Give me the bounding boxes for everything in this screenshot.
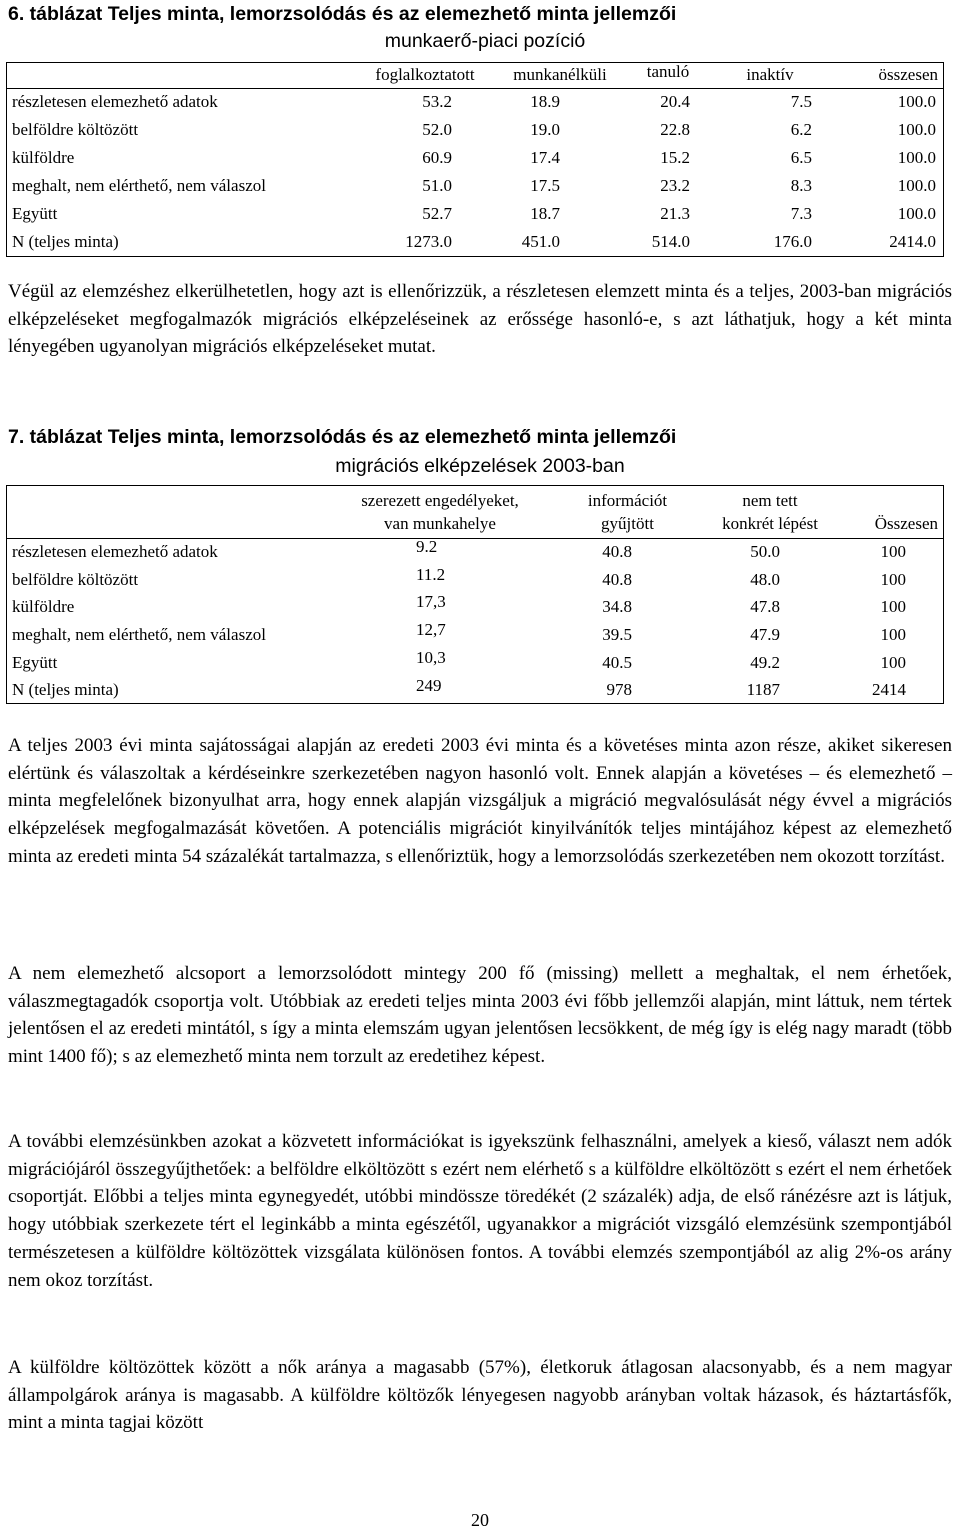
table7-header-rule [6,538,943,539]
page-number: 20 [471,1510,489,1530]
table6-cell: 100.0 [897,204,936,223]
table6-header-total: összesen [878,65,938,84]
table6-header-student: tanuló [646,62,690,81]
table6-cell: 15.2 [660,148,690,167]
table7-cell: 1187 [746,680,780,699]
table7-cell: 249 [416,676,442,695]
table7-row-label: belföldre költözött [12,570,139,589]
table7-cell: 10,3 [416,648,446,667]
table6-bottom-rule [6,256,943,257]
table7-subtitle: migrációs elképzelések 2003-ban [335,455,625,477]
table7-cell: 100 [880,653,906,672]
table7-header-total: Összesen [874,514,938,533]
table7-cell: 9.2 [416,537,438,556]
table6-cell: 18.9 [530,92,560,111]
table6-title: 6. táblázat Teljes minta, lemorzsolódás és az elemezhető minta jellemzői [8,3,677,25]
table6-cell: 451.0 [521,232,560,251]
table7-row-label: Együtt [12,653,58,672]
table7-cell: 100 [880,597,906,616]
table6-cell: 51.0 [422,176,452,195]
table7-cell: 2414 [872,680,906,699]
table6-cell: 20.4 [660,92,690,111]
table7-cell: 49.2 [750,653,780,672]
table7-cell: 47.8 [750,597,780,616]
table6-cell: 22.8 [660,120,690,139]
table7-cell: 34.8 [602,597,632,616]
table6-top-rule [6,62,943,63]
table6-cell: 19.0 [530,120,560,139]
table7-cell: 100 [880,625,906,644]
table7-header-noaction-l2: konkrét lépést [722,514,818,533]
table7-cell: 40.5 [602,653,632,672]
table7-header-info-l2: gyűjtött [601,514,654,533]
table7-cell: 50.0 [750,542,780,561]
table7-cell: 40.8 [602,542,632,561]
table6-row-label: meghalt, nem elérthető, nem válaszol [12,176,266,195]
table7-cell: 100 [880,542,906,561]
table6-row-label: belföldre költözött [12,120,139,139]
table6-header-rule [6,88,943,89]
paragraph-1: Végül az elemzéshez elkerülhetetlen, hogy azt is ellenőrizzük, a részletesen elemzett minta és a teljes, 2003-ban migrációs elképzeléseket megfogalmazók migrációs elképzeléseinek az erőssége hasonló-e, s azt láthatjuk, hogy a két minta lényegében ugyanolyan migrációs elképzeléseket mutat. [8,281,952,358]
table6-cell: 6.5 [790,148,812,167]
table6-header-inactive: inaktív [746,65,794,84]
table7-header-info-l1: információt [587,491,668,510]
table7-header-noaction-l1: nem tett [742,491,798,510]
table7-right-rule [943,485,944,704]
table7-left-rule [6,485,7,704]
table6-cell: 60.9 [422,148,452,167]
table6-right-rule [943,62,944,257]
table7-cell: 12,7 [416,620,446,639]
table7-top-rule [6,485,943,486]
table6-cell: 23.2 [660,176,690,195]
paragraph-3: A nem elemezhető alcsoport a lemorzsolódott mintegy 200 fő (missing) mellett a meghaltak, el nem érhetőek, válaszmegtagadók csoportja volt. Utóbbiak az eredeti teljes minta 2003 évi főbb jellemzői alapján, mint láttuk, nem tértek jelentősen el az eredeti mintától, s így a minta elemszám ugyan jelentősen lecsökkent, de még így is elég nagy maradt (több mint 1400 fő); s az elemezhető minta nem torzult az eredetihez képest. [8,963,952,1068]
table6-cell: 8.3 [790,176,812,195]
table7-row-label: meghalt, nem elérthető, nem válaszol [12,625,266,644]
table7-cell: 48.0 [750,570,780,589]
table7-cell: 47.9 [750,625,780,644]
table6-cell: 21.3 [660,204,690,223]
table6-cell: 7.5 [790,92,812,111]
table7-cell: 40.8 [602,570,632,589]
table7-title: 7. táblázat Teljes minta, lemorzsolódás és az elemezhető minta jellemzői [8,426,677,448]
table6-cell: 7.3 [790,204,812,223]
table7-cell: 39.5 [602,625,632,644]
table7-header-permit-l2: van munkahelye [384,514,496,533]
table6-cell: 52.0 [422,120,452,139]
table7-row-label: N (teljes minta) [12,680,119,699]
paragraph-2: A teljes 2003 évi minta sajátosságai alapján az eredeti 2003 évi minta és a követéses minta azon része, akiket sikeresen elértünk és válaszoltak a kérdéseinkre szerkezetében nagyon hasonló volt. Ennek alapján a követéses – és elemezhető – minta megfelelőnek bizonyulhat arra, hogy ennek alapján vizsgáljuk a migráció megvalósulását négy évvel a migrációs elképzelések megfogalmazását követően. A potenciális migrációt kinyilvánítók teljes mintájához képest az elemezhető minta az eredeti minta 54 százalékát tartalmazza, s ellenőriztük, hogy a lemorzsolódás szerkezetében nem okozott torzítást. [8,735,952,867]
table6-cell: 6.2 [790,120,812,139]
table6-row-label: részletesen elemezhető adatok [12,92,218,111]
table7-bottom-rule [6,703,943,704]
table7-cell: 11.2 [416,565,446,584]
paragraph-5: A külföldre költözöttek között a nők aránya a magasabb (57%), életkoruk átlagosan alacsonyabb, és a nem magyar állampolgárok aránya is magasabb. A külföldre költözők lényegesen nagyobb arányban voltak házasok, és háztartásfők, mint a minta tagjai között [8,1357,952,1434]
table6-cell: 52.7 [422,204,452,223]
table6-row-label: N (teljes minta) [12,232,119,251]
table6-cell: 1273.0 [405,232,452,251]
table7-cell: 17,3 [416,592,446,611]
table6-cell: 100.0 [897,92,936,111]
table6-cell: 176.0 [773,232,812,251]
table6-cell: 53.2 [422,92,452,111]
table6-cell: 100.0 [897,120,936,139]
table7-header-permit-l1: szerezett engedélyeket, [361,491,519,510]
table6-cell: 17.4 [530,148,560,167]
table6-cell: 2414.0 [889,232,936,251]
table7-cell: 100 [880,570,906,589]
paragraph-4: A további elemzésünkben azokat a közvetett információkat is igyekszünk felhasználni, amelyek a kieső, választ nem adók migrációjáról összegyűjthetőek: a belföldre elköltözött s ezért nem elérhető s a külföldre elköltözött s ezért el nem érhetőek csoportját. Előbbi a teljes minta egynegyedét, utóbbi mindössze töredékét (2 százalék) adja, de első ránézésre azt is látjuk, hogy utóbbiak szerkezete tért el leginkább a minta egészétől, ugyanakkor a migrációt vizsgáló elemzésünk szempontjából természetesen a külföldre költözöttek vizsgálata különösen fontos. A további elemzés szempontjából az alig 2%-os arány nem okoz torzítást. [8,1131,952,1291]
table6-left-rule [6,62,7,257]
table6-row-label: Együtt [12,204,58,223]
table6-cell: 100.0 [897,148,936,167]
table6-cell: 100.0 [897,176,936,195]
table6-subtitle: munkaerő-piaci pozíció [384,30,586,52]
table7-row-label: részletesen elemezhető adatok [12,542,218,561]
table6-cell: 18.7 [530,204,560,223]
table6-header-unemployed: munkanélküli [513,65,607,84]
table7-row-label: külföldre [12,597,75,616]
table6-cell: 17.5 [530,176,560,195]
table6-header-employed: foglalkoztatott [375,65,475,84]
table6-row-label: külföldre [12,148,75,167]
table7-cell: 978 [606,680,632,699]
table6-cell: 514.0 [651,232,690,251]
